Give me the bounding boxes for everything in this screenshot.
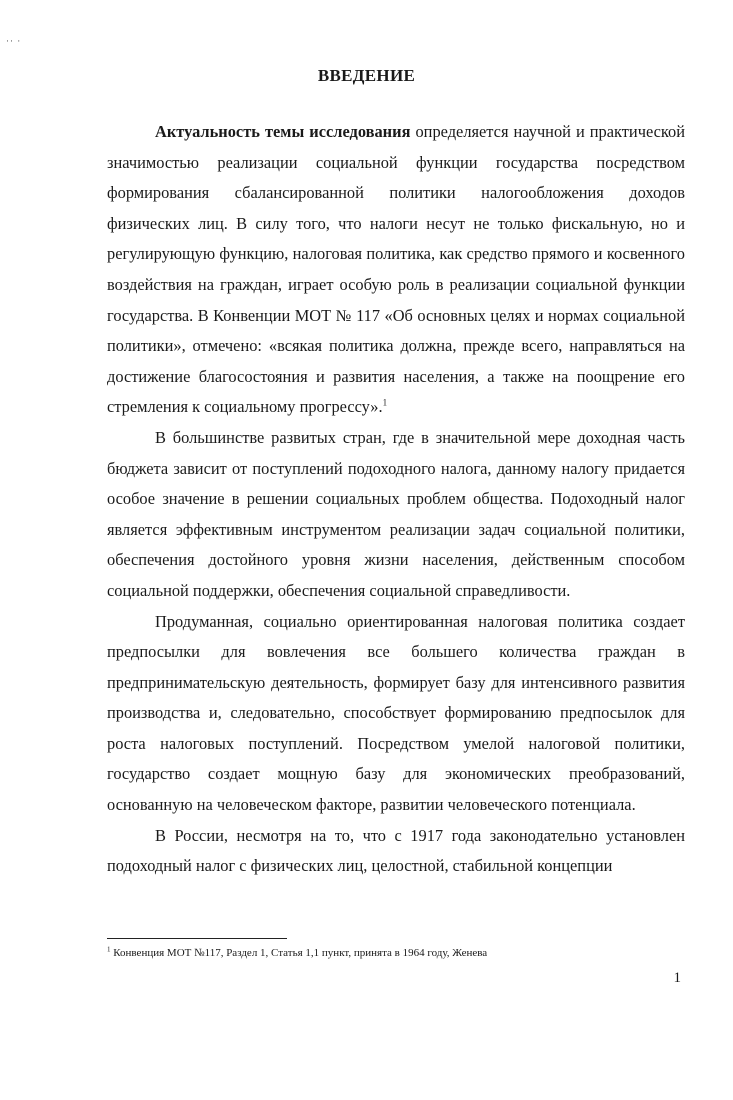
paragraph-text: определяется научной и практической значимостью реализации социальной функции государства посредством формирования сбалансированной политики налогообложения доходов физических лиц. В силу того, что налоги несут не только фискальную, но и регулирующую функцию, налоговая политика, как средство прямого и косвенного воздействия на граждан, играет особую роль в реализации социальной функции государства. В Конвенции МОТ № 117 «Об основных целях и нормах социальной политики», отмечено: «всякая политика должна, прежде всего, направляться на достижение благосостояния и развития населения, а также на поощрение его стремления к социальному прогрессу». <box>107 122 685 417</box>
paragraph-tax-policy: Продуманная, социально ориентированная налоговая политика создает предпосылки для вовлечения все большего количества граждан в предпринимательскую деятельность, формирует базу для интенсивного развития производства и, следовательно, способствует формированию предпосылок для роста налоговых поступлений. Посредством умелой налоговой политики, государство создает мощную базу для экономических преобразований, основанную на человеческом факторе, развитии человеческого потенциала. <box>107 611 685 815</box>
footnote-marker: 1 <box>107 945 111 954</box>
page-title: ВВЕДЕНИЕ <box>317 66 416 85</box>
paragraph-lead: Актуальность темы исследования <box>155 122 411 141</box>
page-number: 1 <box>673 970 681 986</box>
footnote-text: Конвенция МОТ №117, Раздел 1, Статья 1,1 пункт, принята в 1964 году, Женева <box>110 947 488 959</box>
paragraph-russia: В России, несмотря на то, что с 1917 года законодательно установлен подоходный налог с физических лиц, целостной, стабильной концепции <box>107 825 685 876</box>
footnote-reference[interactable]: 1 <box>382 397 388 408</box>
footnote <box>107 946 685 960</box>
scan-corner-mark: ·· · <box>6 36 22 46</box>
footnote-separator <box>107 938 287 939</box>
paragraph-relevance <box>107 117 685 423</box>
document-body <box>107 117 685 882</box>
paragraph-developed-countries: В большинстве развитых стран, где в значительной мере доходная часть бюджета зависит от поступлений подоходного налога, данному налогу придается особое значение в решении социальных проблем общества. Подоходный налог является эффективным инструментом реализации задач социальной политики, обеспечения достойного уровня жизни населения, действенным способом социальной поддержки, обеспечения социальной справедливости. <box>107 427 685 600</box>
